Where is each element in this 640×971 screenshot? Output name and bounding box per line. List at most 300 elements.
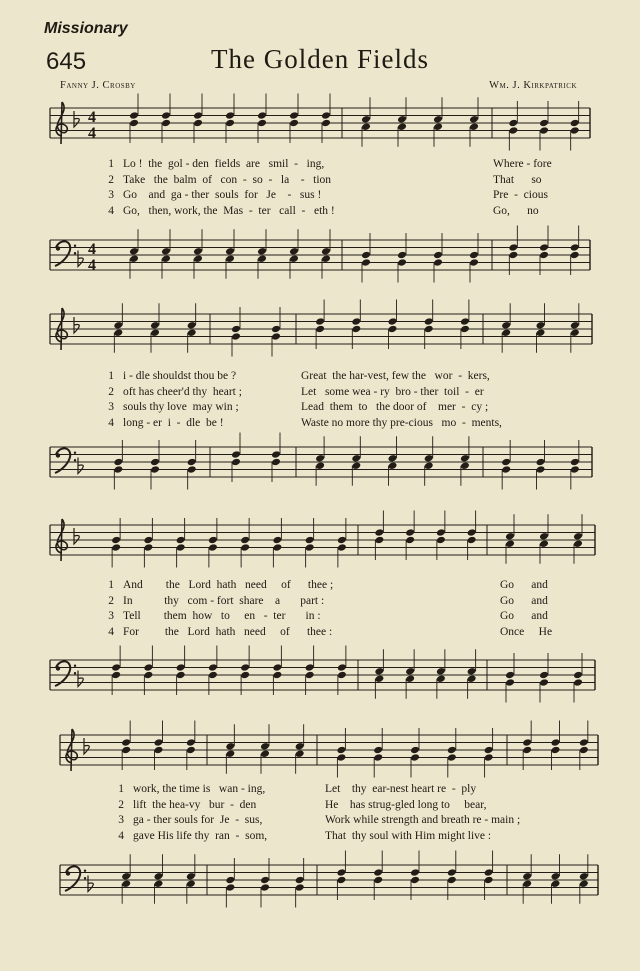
section-label: Missionary	[44, 20, 128, 37]
note-head	[536, 458, 546, 467]
lyric-line: long - er i - dle be !	[123, 416, 224, 429]
flat-key-signature-icon	[78, 671, 83, 687]
note-head	[176, 543, 186, 552]
verse-number: 2	[108, 173, 114, 186]
bass-clef-dot	[74, 452, 76, 454]
note-head	[111, 536, 121, 545]
note-head	[570, 328, 580, 337]
lyric-line: That thy soul with Him might live :	[325, 829, 492, 842]
bass-clef-dot	[56, 453, 60, 457]
note-head	[193, 254, 203, 263]
note-head	[208, 536, 218, 545]
note-head	[373, 868, 383, 877]
note-head	[257, 247, 267, 256]
note-head	[570, 321, 580, 330]
note-head	[436, 674, 446, 683]
note-head	[436, 667, 446, 676]
bass-clef-dot	[74, 672, 76, 674]
lyric-line: gave His life thy ran - som,	[133, 829, 268, 842]
note-head	[460, 325, 470, 334]
note-head	[315, 317, 325, 326]
note-head	[187, 465, 197, 474]
note-head	[315, 454, 325, 463]
note-head	[505, 671, 515, 680]
note-head	[570, 119, 580, 128]
lyric-line: That so	[493, 173, 542, 186]
note-head	[260, 742, 270, 751]
note-head	[193, 111, 203, 120]
note-head	[187, 328, 197, 337]
note-head	[405, 536, 415, 545]
lyric-line: work, the time is wan - ing,	[133, 783, 266, 795]
note-head	[186, 879, 196, 888]
note-head	[508, 119, 518, 128]
note-head	[467, 536, 477, 545]
lyric-line: Tell them how to en - ter in :	[123, 610, 321, 622]
note-head	[484, 876, 494, 885]
note-head	[397, 251, 407, 260]
note-head	[467, 528, 477, 537]
note-head	[374, 536, 384, 545]
note-head	[539, 532, 549, 541]
lyric-line: souls thy love may win ;	[123, 401, 239, 413]
note-head	[295, 742, 305, 751]
note-head	[272, 671, 282, 680]
verse-number: 3	[108, 401, 114, 413]
bass-clef-dot	[84, 870, 86, 872]
note-head	[388, 325, 398, 334]
note-head	[150, 465, 160, 474]
composer-credit: Wm. J. Kirkpatrick	[489, 80, 577, 91]
time-signature-top: 4	[88, 109, 96, 126]
note-head	[111, 543, 121, 552]
lyric-line: For the Lord hath need of thee :	[123, 625, 333, 638]
note-head	[570, 465, 580, 474]
note-head	[351, 461, 361, 470]
verse-number: 2	[108, 385, 114, 398]
note-head	[321, 247, 331, 256]
note-head	[271, 450, 281, 459]
note-head	[121, 879, 131, 888]
note-head	[150, 321, 160, 330]
note-head	[111, 671, 121, 680]
note-head	[289, 247, 299, 256]
lyric-line: Lo ! the gol - den fields are smil - ing,	[123, 158, 325, 170]
note-head	[522, 872, 532, 881]
note-head	[225, 119, 235, 128]
note-head	[539, 251, 549, 260]
note-head	[257, 119, 267, 128]
note-head	[536, 328, 546, 337]
note-head	[433, 115, 443, 124]
note-head	[121, 746, 131, 755]
note-head	[231, 458, 241, 467]
note-head	[289, 111, 299, 120]
note-head	[305, 536, 315, 545]
time-signature-bottom: 4	[88, 125, 96, 142]
time-signature-top: 4	[88, 241, 96, 258]
note-head	[551, 738, 561, 747]
note-head	[121, 872, 131, 881]
note-head	[374, 528, 384, 537]
note-head	[154, 872, 164, 881]
note-head	[536, 321, 546, 330]
note-head	[176, 671, 186, 680]
note-head	[447, 746, 457, 755]
lyric-line: Go and ga - ther souls for Je - sus !	[123, 189, 322, 201]
note-head	[289, 119, 299, 128]
verse-number: 1	[118, 783, 124, 795]
note-head	[447, 868, 457, 877]
note-head	[539, 119, 549, 128]
note-head	[522, 879, 532, 888]
note-head	[579, 872, 589, 881]
note-head	[113, 458, 123, 467]
note-head	[570, 126, 580, 135]
note-head	[143, 543, 153, 552]
note-head	[150, 458, 160, 467]
note-head	[405, 674, 415, 683]
note-head	[315, 325, 325, 334]
note-head	[231, 325, 241, 334]
lyric-line: Take the balm of con - so - la - tion	[123, 173, 332, 186]
note-head	[374, 674, 384, 683]
lyric-line: Waste no more thy pre-cious mo - ments,	[301, 416, 502, 429]
note-head	[143, 536, 153, 545]
note-head	[374, 667, 384, 676]
note-head	[570, 458, 580, 467]
note-head	[113, 328, 123, 337]
bass-clef-dot	[56, 246, 60, 250]
note-head	[129, 247, 139, 256]
note-head	[260, 883, 270, 892]
note-head	[231, 450, 241, 459]
lyric-line: Where - fore	[493, 158, 552, 170]
note-head	[295, 749, 305, 758]
bass-clef-dot	[74, 252, 76, 254]
verse-number: 4	[108, 416, 114, 429]
note-head	[272, 543, 282, 552]
note-head	[271, 458, 281, 467]
note-head	[305, 671, 315, 680]
note-head	[240, 543, 250, 552]
note-head	[539, 243, 549, 252]
note-head	[551, 746, 561, 755]
note-head	[321, 254, 331, 263]
note-head	[539, 671, 549, 680]
verse-number: 4	[108, 625, 114, 638]
note-head	[272, 536, 282, 545]
verse-number: 1	[108, 158, 114, 170]
note-head	[361, 122, 371, 131]
note-head	[187, 458, 197, 467]
note-head	[240, 536, 250, 545]
note-head	[551, 879, 561, 888]
note-head	[508, 243, 518, 252]
note-head	[501, 465, 511, 474]
note-head	[150, 328, 160, 337]
note-head	[361, 115, 371, 124]
note-head	[225, 254, 235, 263]
verse-number: 1	[108, 579, 114, 591]
lyric-line: Go and	[500, 594, 548, 607]
note-head	[336, 746, 346, 755]
note-head	[193, 119, 203, 128]
verse-number: 2	[118, 798, 124, 811]
note-head	[225, 247, 235, 256]
note-head	[271, 332, 281, 341]
note-head	[579, 879, 589, 888]
note-head	[161, 247, 171, 256]
note-head	[579, 738, 589, 747]
note-head	[484, 746, 494, 755]
note-head	[186, 738, 196, 747]
note-head	[351, 317, 361, 326]
note-head	[447, 876, 457, 885]
lyric-line: lift the hea-vy bur - den	[133, 798, 257, 811]
note-head	[579, 746, 589, 755]
note-head	[208, 543, 218, 552]
note-head	[225, 111, 235, 120]
note-head	[193, 247, 203, 256]
note-head	[424, 454, 434, 463]
note-head	[225, 749, 235, 758]
note-head	[501, 321, 511, 330]
note-head	[397, 258, 407, 267]
note-head	[225, 742, 235, 751]
lyric-line: ga - ther souls for Je - sus,	[133, 814, 263, 826]
lyric-line: Pre - cious	[493, 189, 548, 201]
note-head	[570, 251, 580, 260]
note-head	[397, 122, 407, 131]
note-head	[424, 317, 434, 326]
note-head	[187, 321, 197, 330]
note-head	[373, 876, 383, 885]
lyric-line: Go and	[500, 610, 548, 622]
note-head	[570, 243, 580, 252]
verse-number: 4	[118, 829, 124, 842]
note-head	[351, 454, 361, 463]
note-head	[129, 254, 139, 263]
note-head	[272, 663, 282, 672]
note-head	[573, 678, 583, 687]
flat-key-signature-icon	[78, 251, 83, 267]
note-head	[522, 746, 532, 755]
note-head	[536, 465, 546, 474]
bass-clef-dot	[74, 665, 76, 667]
note-head	[397, 115, 407, 124]
note-head	[321, 119, 331, 128]
note-head	[336, 868, 346, 877]
note-head	[373, 746, 383, 755]
note-head	[257, 254, 267, 263]
note-head	[337, 536, 347, 545]
note-head	[154, 738, 164, 747]
hymn-title: The Golden Fields	[211, 44, 429, 74]
note-head	[469, 115, 479, 124]
lyric-line: Once He	[500, 625, 553, 638]
note-head	[321, 111, 331, 120]
note-head	[257, 111, 267, 120]
note-head	[208, 671, 218, 680]
time-signature-bottom: 4	[88, 257, 96, 274]
note-head	[176, 663, 186, 672]
note-head	[436, 536, 446, 545]
note-head	[388, 454, 398, 463]
note-head	[113, 465, 123, 474]
note-head	[129, 111, 139, 120]
bass-clef-dot	[74, 245, 76, 247]
note-head	[295, 876, 305, 885]
lyric-line: Let thy ear-nest heart re - ply	[325, 783, 477, 795]
note-head	[337, 671, 347, 680]
note-head	[433, 258, 443, 267]
note-head	[539, 539, 549, 548]
lyric-line: Great the har-vest, few the wor - kers,	[301, 370, 490, 382]
note-head	[388, 461, 398, 470]
note-head	[505, 678, 515, 687]
note-head	[410, 876, 420, 885]
note-head	[186, 872, 196, 881]
bass-clef-dot	[66, 871, 70, 875]
note-head	[336, 753, 346, 762]
lyric-line: oft has cheer'd thy heart ;	[123, 385, 242, 398]
note-head	[240, 671, 250, 680]
note-head	[315, 461, 325, 470]
note-head	[208, 663, 218, 672]
note-head	[305, 663, 315, 672]
note-head	[469, 122, 479, 131]
note-head	[460, 454, 470, 463]
note-head	[225, 876, 235, 885]
note-head	[505, 539, 515, 548]
verse-number: 3	[108, 189, 114, 201]
lyric-line: Go and	[500, 579, 548, 591]
note-head	[433, 251, 443, 260]
note-head	[508, 251, 518, 260]
bass-clef-dot	[84, 877, 86, 879]
note-head	[405, 528, 415, 537]
flat-key-signature-icon	[74, 528, 79, 544]
note-head	[467, 667, 477, 676]
verse-number: 4	[108, 204, 114, 217]
lyric-line: And the Lord hath need of thee ;	[123, 579, 334, 591]
note-head	[424, 461, 434, 470]
note-head	[271, 325, 281, 334]
bass-clef-dot	[74, 459, 76, 461]
note-head	[260, 749, 270, 758]
note-head	[305, 543, 315, 552]
note-head	[121, 738, 131, 747]
note-head	[469, 258, 479, 267]
note-head	[154, 746, 164, 755]
note-head	[573, 671, 583, 680]
flat-key-signature-icon	[88, 876, 93, 892]
note-head	[484, 753, 494, 762]
flat-key-signature-icon	[74, 317, 79, 333]
note-head	[501, 458, 511, 467]
note-head	[111, 663, 121, 672]
note-head	[336, 876, 346, 885]
lyricist-credit: Fanny J. Crosby	[60, 80, 136, 91]
note-head	[225, 883, 235, 892]
lyric-line: i - dle shouldst thou be ?	[123, 370, 237, 382]
note-head	[573, 532, 583, 541]
note-head	[373, 753, 383, 762]
note-head	[469, 251, 479, 260]
note-head	[143, 671, 153, 680]
note-head	[460, 317, 470, 326]
note-head	[143, 663, 153, 672]
note-head	[176, 536, 186, 545]
note-head	[410, 753, 420, 762]
note-head	[501, 328, 511, 337]
note-head	[551, 872, 561, 881]
note-head	[289, 254, 299, 263]
note-head	[508, 126, 518, 135]
lyric-line: In thy com - fort share a part :	[123, 594, 325, 607]
note-head	[539, 126, 549, 135]
note-head	[161, 254, 171, 263]
note-head	[295, 883, 305, 892]
note-head	[522, 738, 532, 747]
note-head	[240, 663, 250, 672]
verse-number: 1	[108, 370, 114, 382]
lyric-line: Go, then, work, the Mas - ter call - eth !	[123, 204, 335, 217]
verse-number: 3	[108, 610, 114, 622]
note-head	[337, 543, 347, 552]
note-head	[337, 663, 347, 672]
note-head	[161, 119, 171, 128]
note-head	[113, 321, 123, 330]
note-head	[447, 753, 457, 762]
flat-key-signature-icon	[74, 111, 79, 127]
note-head	[388, 317, 398, 326]
lyric-line: Go, no	[493, 204, 539, 217]
verse-number: 2	[108, 594, 114, 607]
lyric-line: Let some wea - ry bro - ther toil - er	[301, 385, 484, 398]
note-head	[351, 325, 361, 334]
bass-clef-dot	[56, 666, 60, 670]
note-head	[539, 678, 549, 687]
verse-number: 3	[118, 814, 124, 826]
note-head	[573, 539, 583, 548]
note-head	[186, 746, 196, 755]
note-head	[436, 528, 446, 537]
note-head	[424, 325, 434, 334]
note-head	[467, 674, 477, 683]
lyric-line: He has strug-gled long to bear,	[325, 798, 487, 811]
flat-key-signature-icon	[84, 738, 89, 754]
lyric-line: Work while strength and breath re - main ;	[325, 814, 521, 826]
note-head	[231, 332, 241, 341]
note-head	[433, 122, 443, 131]
note-head	[405, 667, 415, 676]
note-head	[154, 879, 164, 888]
note-head	[361, 258, 371, 267]
note-head	[410, 746, 420, 755]
note-head	[361, 251, 371, 260]
note-head	[505, 532, 515, 541]
note-head	[484, 868, 494, 877]
hymn-number: 645	[46, 48, 87, 75]
note-head	[161, 111, 171, 120]
flat-key-signature-icon	[78, 458, 83, 474]
note-head	[460, 461, 470, 470]
note-head	[410, 868, 420, 877]
note-head	[129, 119, 139, 128]
note-head	[260, 876, 270, 885]
